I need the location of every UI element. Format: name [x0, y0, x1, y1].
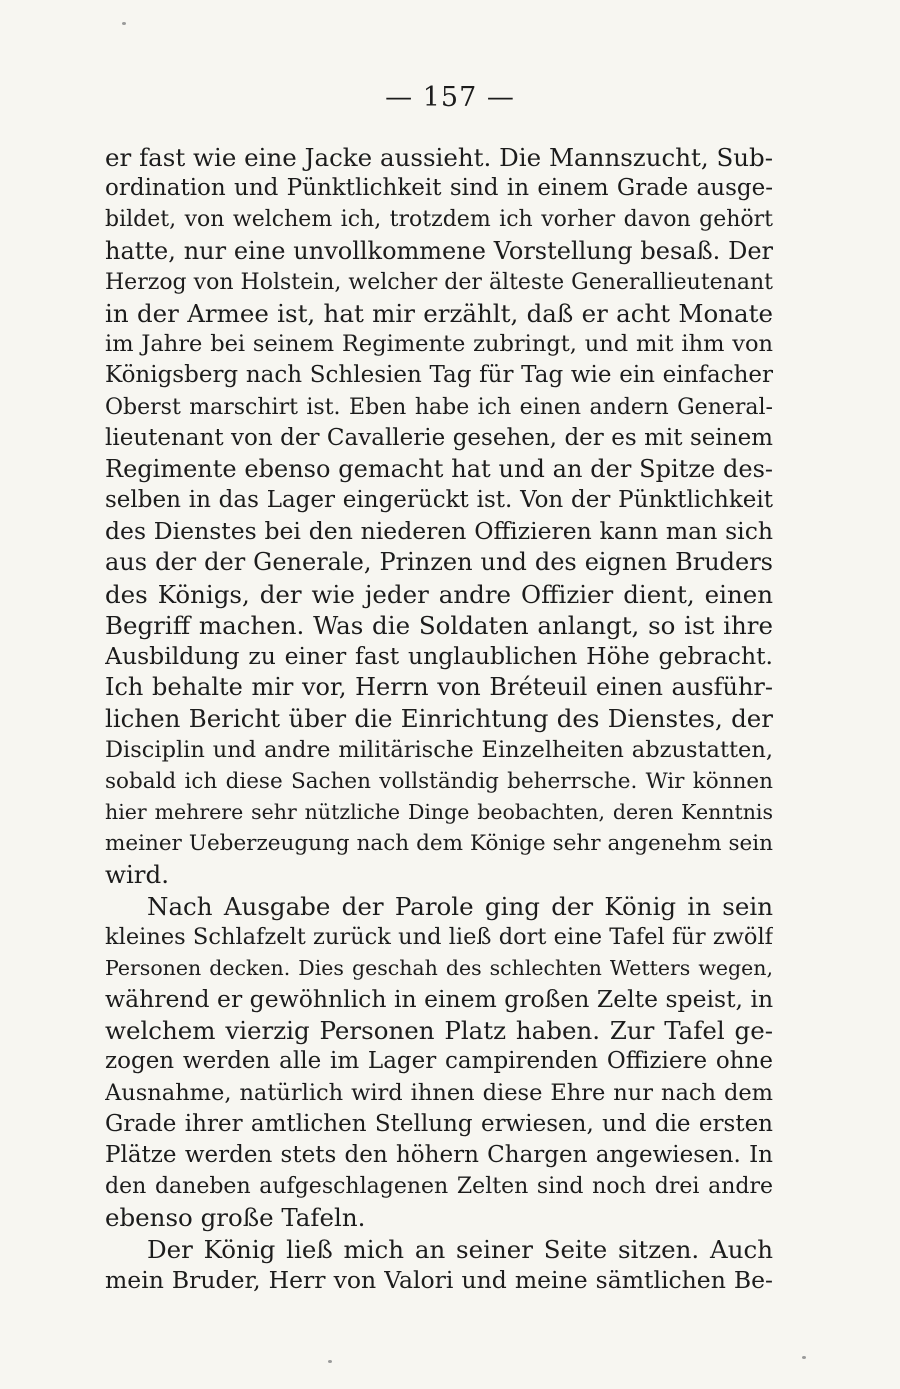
page-number: — 157 — [385, 82, 515, 113]
text-line: wird. [105, 860, 169, 890]
text-line: Herzog von Holstein, welcher der älteste Generallieutenant [105, 269, 773, 295]
text-line: Grade ihrer amtlichen Stellung erwiesen, und die ersten [105, 1110, 773, 1137]
text-line: Ausbildung zu einer fast unglaublichen Höhe gebracht. [105, 642, 773, 670]
text-line: im Jahre bei seinem Regimente zubringt, und mit ihm von [105, 331, 773, 358]
body-text [105, 142, 773, 1296]
text-line: ebenso große Tafeln. [105, 1203, 366, 1233]
text-line: bildet, von welchem ich, trotzdem ich vorher davon gehört [105, 207, 773, 233]
text-line: Nach Ausgabe der Parole ging der König in sein [147, 891, 773, 921]
text-line: während er gewöhnlich in einem großen Zelte speist, in [105, 985, 773, 1014]
text-line: den daneben aufgeschlagenen Zelten sind noch drei andre [105, 1174, 773, 1200]
text-line: Ich behalte mir vor, Herrn von Bréteuil einen ausführ- [105, 673, 773, 702]
text-line: kleines Schlafzelt zurück und ließ dort eine Tafel für zwölf [105, 923, 773, 950]
text-line: Regimente ebenso gemacht hat und an der Spitze des- [105, 454, 773, 483]
text-line: lichen Bericht über die Einrichtung des Dienstes, der [105, 704, 773, 734]
text-line: welchem vierzig Personen Platz haben. Zur Tafel ge- [105, 1016, 773, 1046]
text-line: ordination und Pünktlichkeit sind in einem Grade ausge- [105, 175, 773, 202]
text-line: selben in das Lager eingerückt ist. Von der Pünktlichkeit [105, 487, 773, 514]
paper-speck [802, 1356, 806, 1359]
text-line: lieutenant von der Cavallerie gesehen, der es mit seinem [105, 424, 773, 451]
text-line: meiner Ueberzeugung nach dem Könige sehr angenehm sein [105, 831, 773, 857]
text-line: mein Bruder, Herr von Valori und meine sämtlichen Be- [105, 1265, 773, 1294]
text-line: Der König ließ mich an seiner Seite sitzen. Auch [147, 1234, 773, 1264]
text-line: des Dienstes bei den niederen Offizieren kann man sich [105, 517, 773, 546]
paper-speck [328, 1360, 332, 1363]
text-line: Ausnahme, natürlich wird ihnen diese Ehre nur nach dem [105, 1079, 773, 1106]
text-line: Personen decken. Dies geschah des schlechten Wetters wegen, [105, 955, 773, 980]
text-line: Disciplin und andre militärische Einzelheiten abzustatten, [105, 736, 773, 763]
text-line: zogen werden alle im Lager campirenden Offiziere ohne [105, 1048, 773, 1075]
text-line: Begriff machen. Was die Soldaten anlangt, so ist ihre [105, 610, 773, 640]
paper-speck [122, 22, 126, 25]
text-line: er fast wie eine Jacke aussieht. Die Mannszucht, Sub- [105, 143, 773, 172]
text-line: Plätze werden stets den höhern Chargen angewiesen. In [105, 1142, 773, 1168]
text-line: aus der der Generale, Prinzen und des eignen Bruders [105, 548, 773, 577]
text-line: Königsberg nach Schlesien Tag für Tag wie ein einfacher [105, 362, 773, 389]
text-line: sobald ich diese Sachen vollständig beherrsche. Wir können [105, 768, 773, 794]
text-line: Oberst marschirt ist. Eben habe ich einen andern General- [105, 394, 773, 420]
text-line: hier mehrere sehr nützliche Dinge beobachten, deren Kenntnis [105, 799, 773, 824]
text-line: in der Armee ist, hat mir erzählt, daß er acht Monate [105, 298, 773, 328]
text-line: hatte, nur eine unvollkommene Vorstellung besaß. Der [105, 236, 773, 265]
text-line: des Königs, der wie jeder andre Offizier dient, einen [105, 579, 773, 609]
